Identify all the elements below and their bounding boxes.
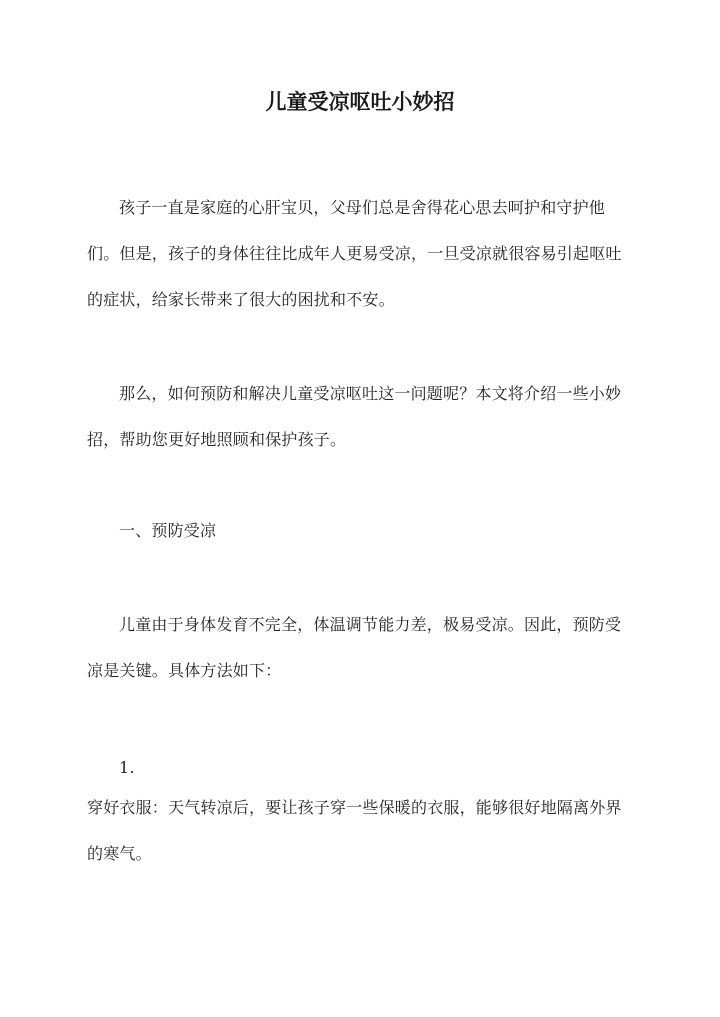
list-item-number: 1. (119, 758, 135, 777)
document-title: 儿童受凉呕吐小妙招 (265, 89, 455, 114)
question-paragraph: 那么，如何预防和解决儿童受凉呕吐这一问题呢？本文将介绍一些小妙招，帮助您更好地照顾和保护孩子。 (87, 384, 622, 449)
section-paragraph: 儿童由于身体发育不完全，体温调节能力差，极易受凉。因此，预防受凉是关键。具体方法如下： (87, 615, 622, 680)
intro-paragraph: 孩子一直是家庭的心肝宝贝，父母们总是舍得花心思去呵护和守护他们。但是，孩子的身体往往比成年人更易受凉，一旦受凉就很容易引起呕吐的症状，给家长带来了很大的困扰和不安。 (87, 198, 622, 309)
list-item-text: 穿好衣服：天气转凉后，要让孩子穿一些保暖的衣服，能够很好地隔离外界的寒气。 (87, 798, 622, 863)
section-heading: 一、预防受凉 (119, 521, 217, 540)
